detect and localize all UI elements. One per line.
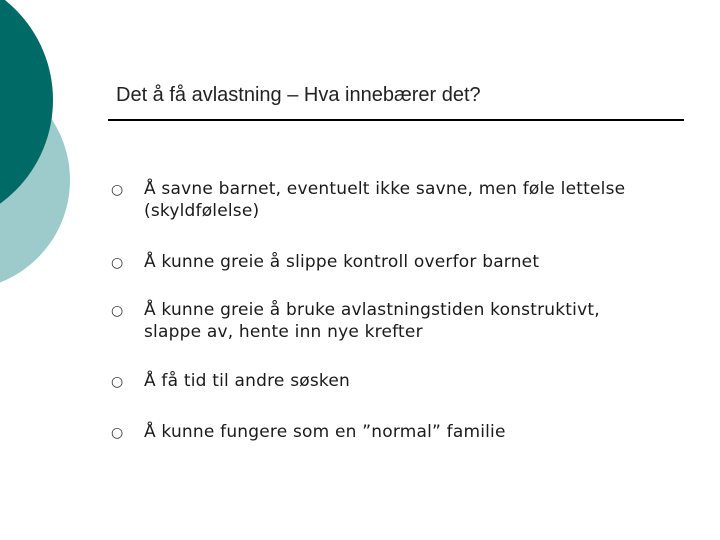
bullet-text: Å få tid til andre søsken (144, 371, 350, 391)
bullet-item (108, 370, 698, 393)
bullet-item (108, 178, 698, 222)
bullet-text: Å kunne fungere som en ”normal” familie (144, 422, 506, 442)
decorative-circles (0, 0, 120, 300)
circle-bullet-icon: ○ (111, 425, 124, 441)
title-underline (108, 119, 684, 121)
circle-bullet-icon: ○ (111, 182, 124, 198)
circle-bullet-icon: ○ (111, 255, 124, 271)
bullet-text: Å kunne greie å slippe kontroll overfor barnet (144, 252, 540, 272)
bullet-item (108, 251, 698, 274)
bullet-item (108, 299, 698, 343)
bullet-item (108, 421, 698, 444)
slide-title: Det å få avlastning – Hva innebærer det? (116, 84, 481, 106)
bullet-text: Å kunne greie å bruke avlastningstiden konstruktivt, slappe av, hente inn nye krefter (144, 300, 600, 342)
circle-bullet-icon: ○ (111, 374, 124, 390)
circle-bullet-icon: ○ (111, 303, 124, 319)
bullet-text: Å savne barnet, eventuelt ikke savne, men føle lettelse (skyldfølelse) (144, 179, 626, 221)
